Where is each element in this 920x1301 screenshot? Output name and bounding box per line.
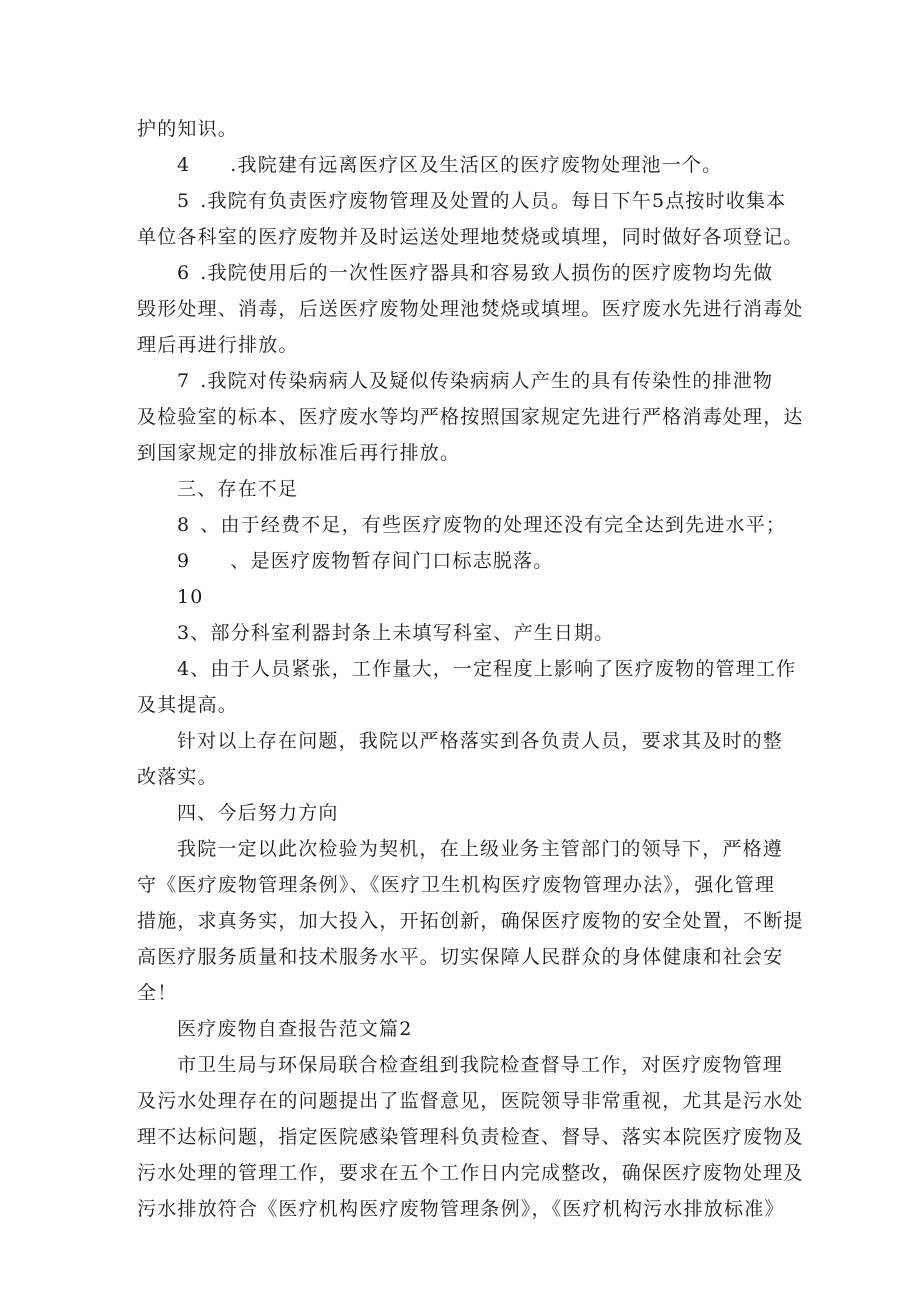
text-line xyxy=(137,543,797,579)
text-line xyxy=(137,327,797,363)
line-text: .我院对传染病病人及疑似传染病病人产生的具有传染性的排泄物 xyxy=(200,370,774,392)
line-text: 我院一定以此次检验为契机，在上级业务主管部门的领导下，严格遵 xyxy=(177,838,784,860)
text-line xyxy=(137,147,797,183)
text-line xyxy=(137,939,797,975)
line-text: 及检验室的标本、医疗废水等均严格按照国家规定先进行严格消毒处理，达 xyxy=(137,406,804,428)
text-line xyxy=(137,975,797,1011)
text-line xyxy=(137,399,804,435)
line-text: .我院有负责医疗废物管理及处置的人员。每日下午5点按时收集本 xyxy=(200,190,787,212)
text-line xyxy=(137,795,797,831)
line-text: 、是医疗废物暂存间门口标志脱落。 xyxy=(230,550,554,572)
item-number: 9 xyxy=(177,550,191,572)
line-text: 3、部分科室利器封条上未填写科室、产生日期。 xyxy=(177,622,615,644)
line-text: 医疗废物自查报告范文篇2 xyxy=(177,1018,413,1040)
text-line xyxy=(137,183,797,219)
item-number: 4 xyxy=(177,154,191,176)
line-text: 高医疗服务质量和技术服务水平。切实保障人民群众的身体健康和社会安 xyxy=(137,946,784,968)
line-text: 全！ xyxy=(137,982,178,1004)
text-line xyxy=(137,291,804,327)
text-line xyxy=(137,723,797,759)
line-text: 、由于经费不足，有些医疗废物的处理还没有完全达到先进水平； xyxy=(200,514,787,536)
text-line xyxy=(137,903,804,939)
text-line xyxy=(137,1155,804,1191)
text-line xyxy=(137,651,797,687)
text-line xyxy=(137,1119,804,1155)
item-number: 10 xyxy=(177,586,204,608)
line-text: .我院建有远离医疗区及生活区的医疗废物处理池一个。 xyxy=(230,154,723,176)
line-text: 及污水处理存在的问题提出了监督意见，医院领导非常重视，尤其是污水处 xyxy=(137,1090,804,1112)
line-text: 及其提高。 xyxy=(137,694,239,716)
line-text: 守《医疗废物管理条例》、《医疗卫生机构医疗废物管理办法》，强化管理 xyxy=(137,874,776,896)
text-line xyxy=(137,255,797,291)
line-text: 市卫生局与环保局联合检查组到我院检查督导工作，对医疗废物管理 xyxy=(177,1054,784,1076)
text-line xyxy=(137,831,797,867)
line-text: 针对以上存在问题，我院以严格落实到各负责人员，要求其及时的整 xyxy=(177,730,784,752)
item-number: 6 xyxy=(177,262,191,284)
line-text: 理不达标问题，指定医院感染管理科负责检查、督导、落实本院医疗废物及 xyxy=(137,1126,804,1148)
line-text: 污水排放符合《医疗机构医疗废物管理条例》，《医疗机构污水排放标准》 xyxy=(137,1198,785,1220)
text-line xyxy=(137,1047,797,1083)
line-text: 单位各科室的医疗废物并及时运送处理地焚烧或填埋，同时做好各项登记。 xyxy=(137,226,804,248)
line-text: 改落实。 xyxy=(137,766,218,788)
text-line xyxy=(137,759,797,795)
text-line xyxy=(137,579,797,615)
line-text: 理后再进行排放。 xyxy=(137,334,299,356)
text-line xyxy=(137,363,797,399)
line-text: 到国家规定的排放标准后再行排放。 xyxy=(137,442,461,464)
text-line xyxy=(137,867,797,903)
line-text: 4、由于人员紧张，工作量大，一定程度上影响了医疗废物的管理工作 xyxy=(177,658,797,680)
line-text: 护的知识。 xyxy=(137,118,239,140)
text-line xyxy=(137,687,797,723)
line-text: 三、存在不足 xyxy=(177,478,299,500)
document-body xyxy=(137,111,804,1227)
text-line xyxy=(137,1083,804,1119)
text-line xyxy=(137,471,797,507)
text-line xyxy=(137,219,804,255)
line-text: 措施，求真务实，加大投入，开拓创新，确保医疗废物的安全处置，不断提 xyxy=(137,910,804,932)
line-text: 四、今后努力方向 xyxy=(177,802,339,824)
text-line xyxy=(137,1191,797,1227)
item-number: 8 xyxy=(177,514,191,536)
line-text: 毁形处理、消毒，后送医疗废物处理池焚烧或填埋。医疗废水先进行消毒处 xyxy=(137,298,804,320)
text-line xyxy=(137,1011,797,1047)
item-number: 5 xyxy=(177,190,191,212)
line-text: .我院使用后的一次性医疗器具和容易致人损伤的医疗废物均先做 xyxy=(200,262,774,284)
text-line xyxy=(137,435,797,471)
text-line xyxy=(137,111,797,147)
text-line xyxy=(137,615,797,651)
item-number: 7 xyxy=(177,370,191,392)
line-text: 污水处理的管理工作，要求在五个工作日内完成整改，确保医疗废物处理及 xyxy=(137,1162,804,1184)
text-line xyxy=(137,507,797,543)
